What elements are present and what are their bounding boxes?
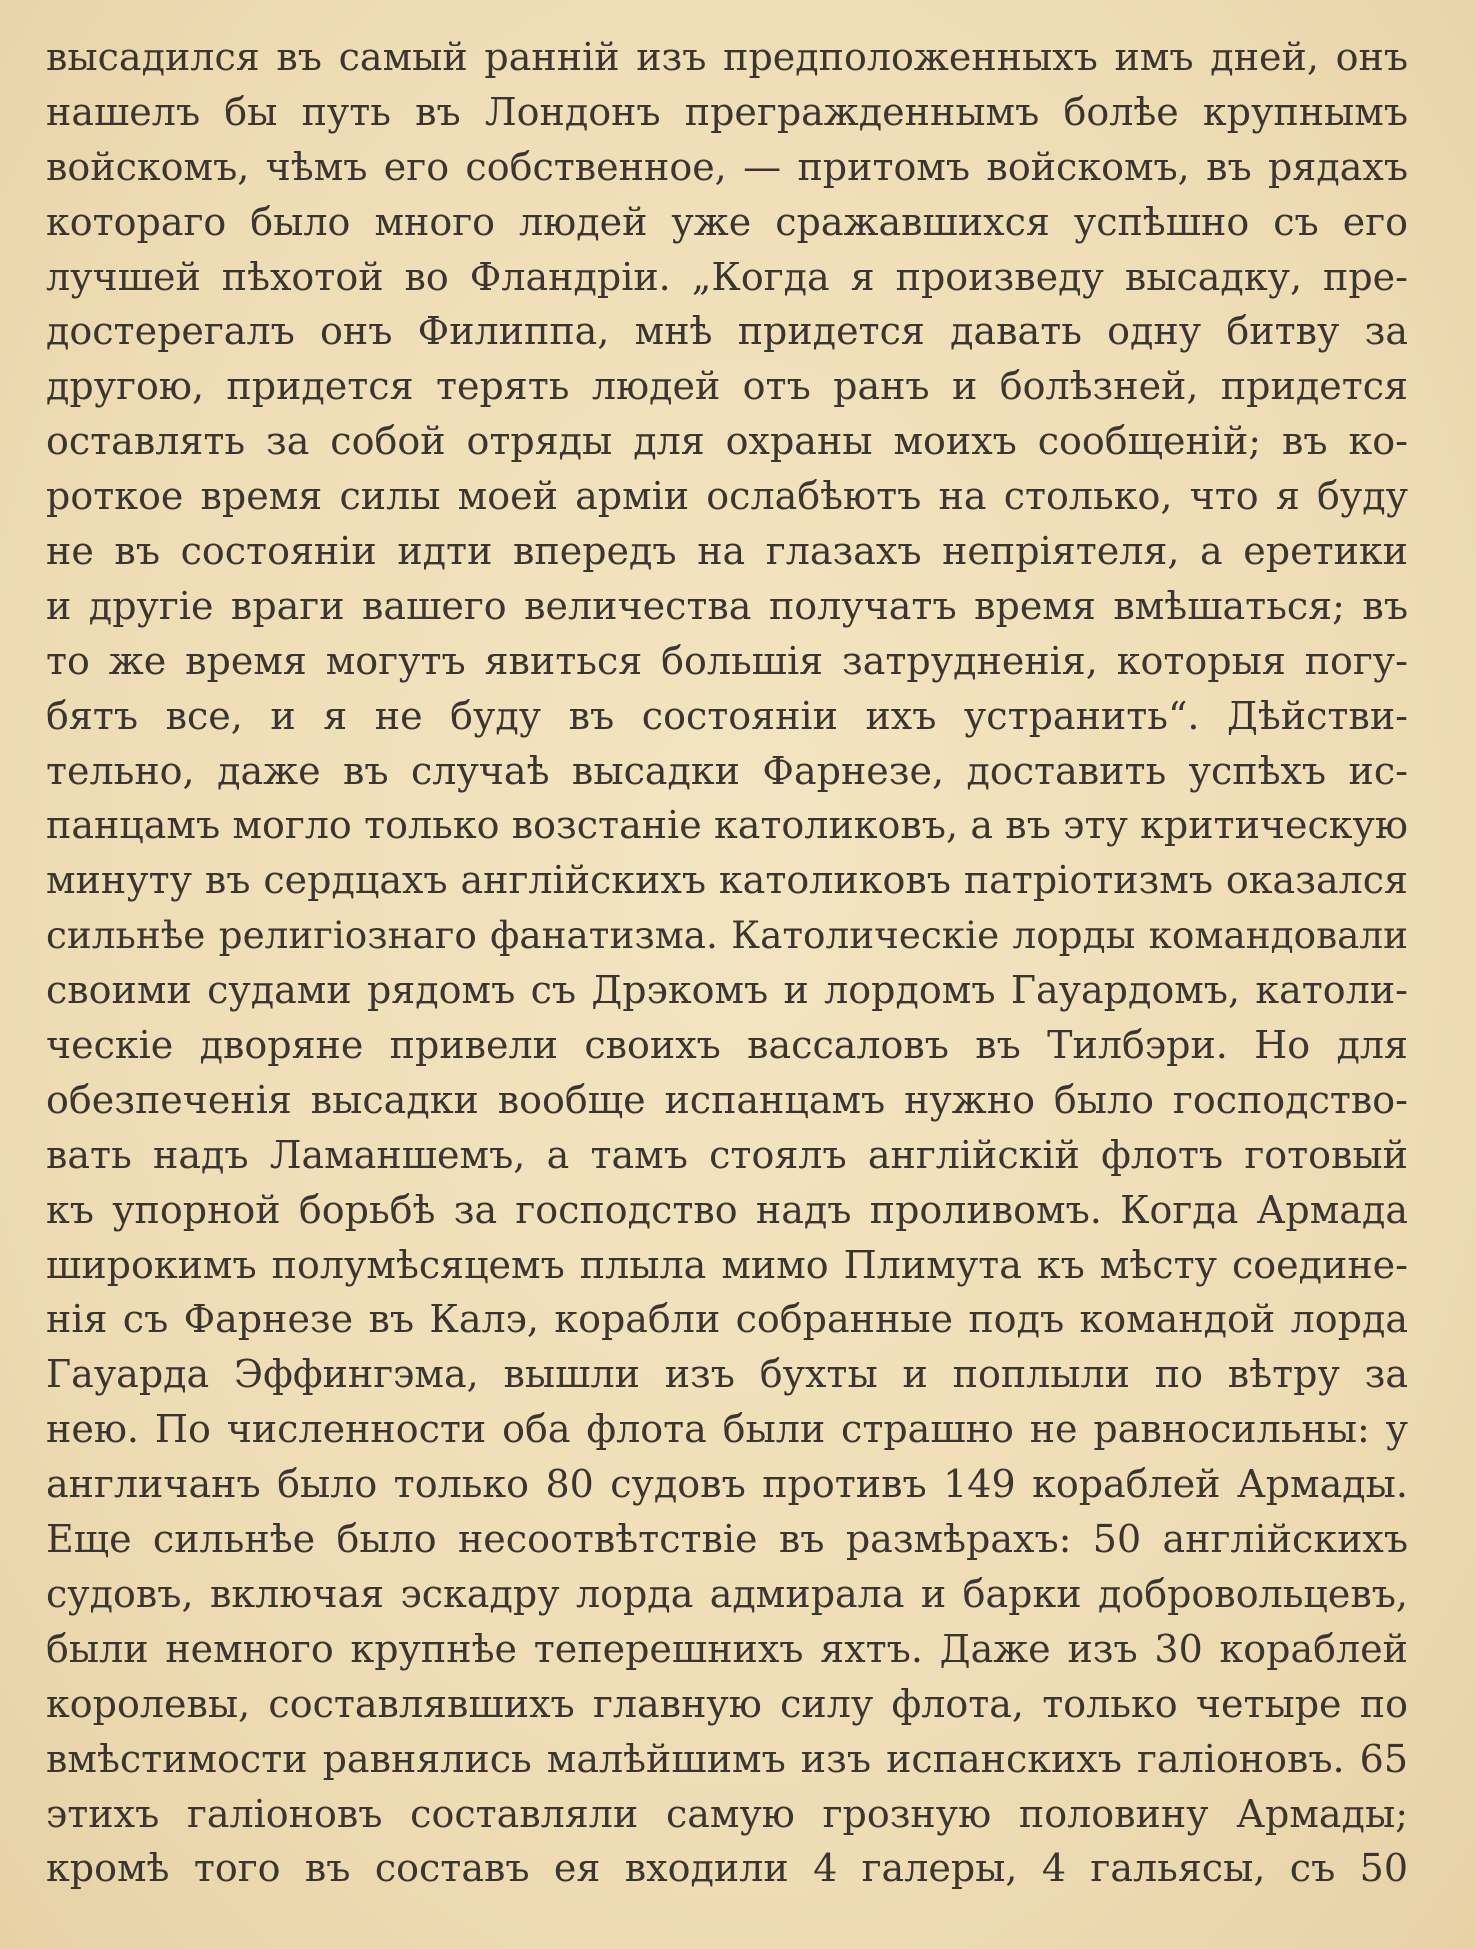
text-line: своими судами рядомъ съ Дрэкомъ и лордомъ Гауардомъ, католи- — [46, 968, 1408, 1013]
text-line: ческіе дворяне привели своихъ вассаловъ въ Тилбэри. Но для — [46, 1023, 1408, 1068]
text-line: и другіе враги вашего величества получатъ время вмѣшаться; въ — [46, 583, 1408, 628]
text-line: были немного крупнѣе теперешнихъ яхтъ. Даже изъ 30 кораблей — [46, 1626, 1408, 1671]
text-line: Еще сильнѣе было несоотвѣтствіе въ размѣрахъ: 50 англійскихъ — [46, 1517, 1408, 1562]
text-line: нія съ Фарнезе въ Калэ, корабли собранные подъ командой лорда — [46, 1297, 1408, 1342]
text-line: вать надъ Ламаншемъ, а тамъ стоялъ англійскій флотъ готовый — [46, 1132, 1408, 1177]
text-line: Гауарда Эффингэма, вышли изъ бухты и поплыли по вѣтру за — [46, 1352, 1408, 1397]
text-line: широкимъ полумѣсяцемъ плыла мимо Плимута къ мѣсту соедине- — [46, 1242, 1408, 1287]
text-line: оставлять за собой отряды для охраны моихъ сообщеній; въ ко- — [46, 419, 1408, 464]
text-line: нашелъ бы путь въ Лондонъ прегражденнымъ болѣе крупнымъ — [46, 89, 1408, 134]
text-line: англичанъ было только 80 судовъ противъ 149 кораблей Армады. — [46, 1462, 1408, 1507]
text-line: тельно, даже въ случаѣ высадки Фарнезе, доставить успѣхъ ис- — [46, 748, 1408, 793]
text-line: королевы, составлявшихъ главную силу флота, только четыре по — [46, 1681, 1408, 1726]
text-line: минуту въ сердцахъ англійскихъ католиковъ патріотизмъ оказался — [46, 858, 1408, 903]
text-line: вмѣстимости равнялись малѣйшимъ изъ испанскихъ галіоновъ. 65 — [46, 1736, 1408, 1781]
text-line: другою, придется терять людей отъ ранъ и болѣзней, придется — [46, 364, 1408, 409]
text-line: сильнѣе религіознаго фанатизма. Католическіе лорды командовали — [46, 913, 1408, 958]
text-line: лучшей пѣхотой во Фландріи. „Когда я произведу высадку, пре- — [46, 254, 1408, 299]
text-line: панцамъ могло только возстаніе католиковъ, а въ эту критическую — [46, 803, 1408, 848]
text-line: судовъ, включая эскадру лорда адмирала и барки добровольцевъ, — [46, 1571, 1408, 1616]
text-line: высадился въ самый ранній изъ предположенныхъ имъ дней, онъ — [46, 35, 1408, 79]
text-line: кромѣ того въ составъ ея входили 4 галеры, 4 гальясы, съ 50 — [46, 1846, 1408, 1891]
text-line: котораго было много людей уже сражавшихся успѣшно съ его — [46, 199, 1408, 244]
text-line: достерегалъ онъ Филиппа, мнѣ придется давать одну битву за — [46, 309, 1408, 354]
text-line: этихъ галіоновъ составляли самую грозную половину Армады; — [46, 1791, 1408, 1836]
text-line: войскомъ, чѣмъ его собственное, — притомъ войскомъ, въ рядахъ — [46, 144, 1408, 189]
text-line: не въ состояніи идти впередъ на глазахъ непріятеля, а еретики — [46, 529, 1408, 574]
text-line: нею. По численности оба флота были страшно не равносильны: у — [46, 1407, 1408, 1452]
text-line: бятъ все, и я не буду въ состояніи ихъ устранить“. Дѣйстви- — [46, 693, 1408, 738]
text-line: то же время могутъ явиться большія затрудненія, которыя погу- — [46, 638, 1408, 683]
text-line: обезпеченія высадки вообще испанцамъ нужно было господство- — [46, 1077, 1408, 1122]
text-line: къ упорной борьбѣ за господство надъ проливомъ. Когда Армада — [46, 1187, 1408, 1232]
text-line: роткое время силы моей арміи ослабѣютъ на столько, что я буду — [46, 474, 1408, 519]
body-text — [46, 30, 1408, 1896]
